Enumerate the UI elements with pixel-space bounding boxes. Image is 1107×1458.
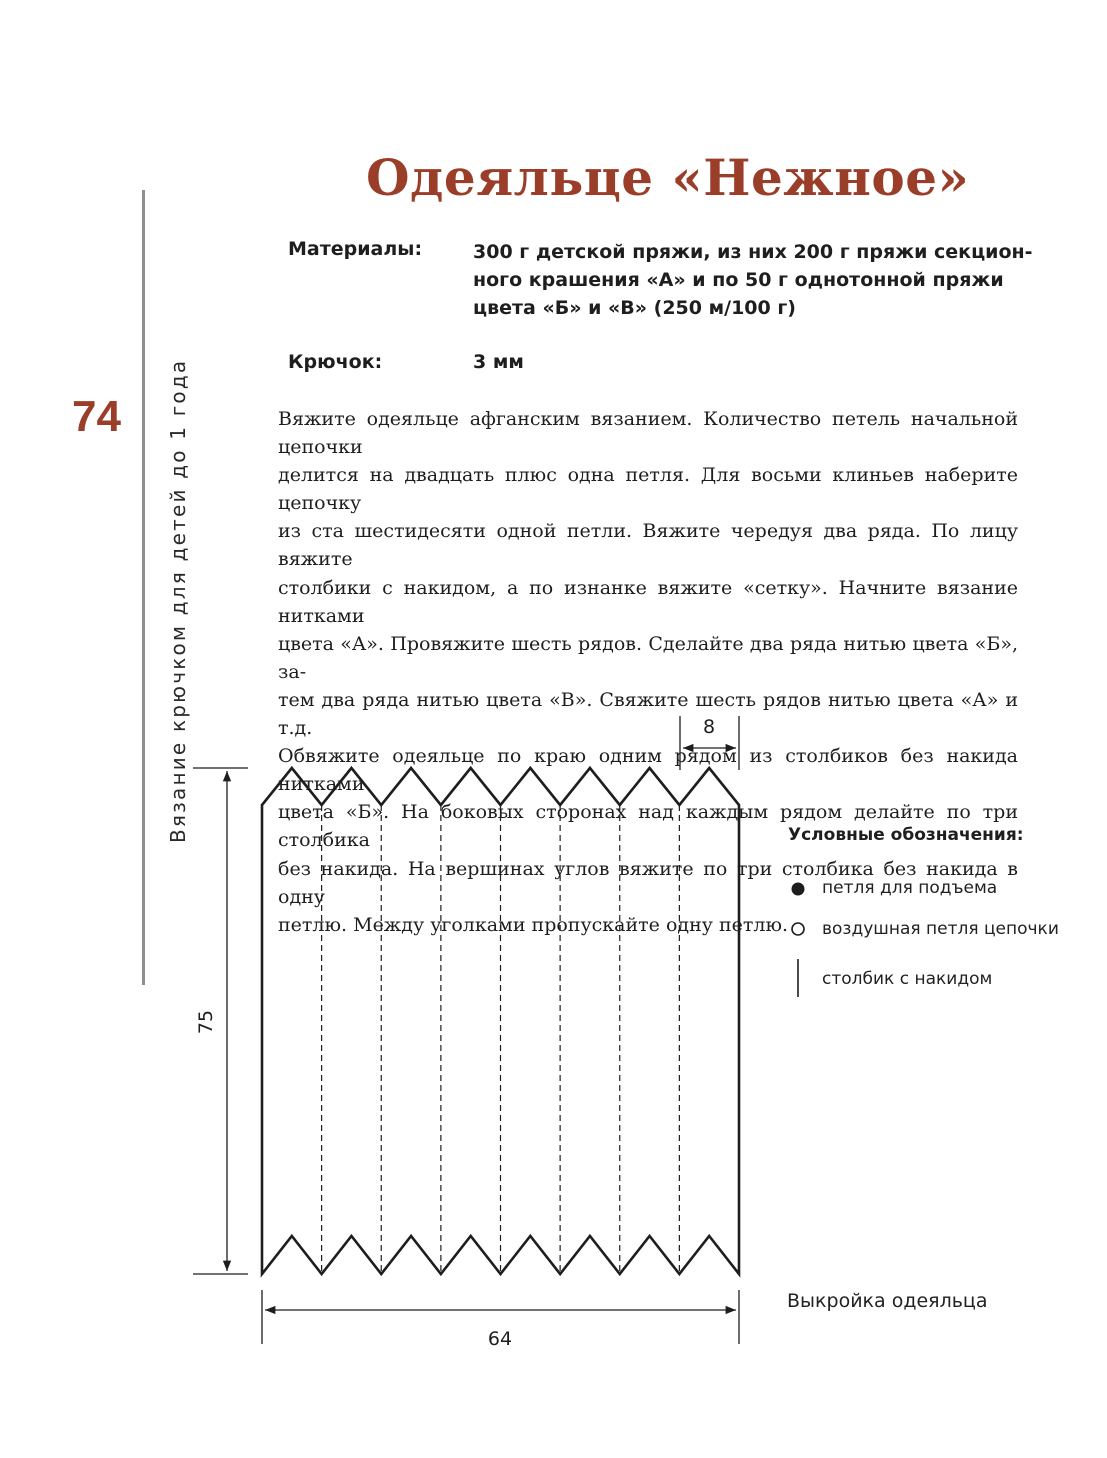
- body-line: Вяжите одеяльце афганским вязанием. Количество петель начальной цепочки: [278, 408, 1018, 459]
- materials-line: цвета «Б» и «В» (250 м/100 г): [473, 297, 796, 319]
- body-line: петлю. Между уголками пропускайте одну петлю.: [278, 913, 789, 936]
- body-line: столбики с накидом, а по изнанке вяжите «сетку». Начните вязание нитками: [278, 576, 1018, 627]
- wedge-dimension-label: 8: [702, 716, 716, 738]
- hook-label: Крючок:: [288, 351, 383, 373]
- article-title: Одеяльце «Нежное»: [366, 148, 970, 207]
- hook-value: 3 мм: [473, 351, 524, 373]
- legend-title: Условные обозначения:: [788, 825, 1024, 845]
- legend-label-lifting-stitch: петля для подъема: [822, 878, 998, 898]
- width-dimension-label: 64: [487, 1328, 513, 1350]
- body-line: Обвяжите одеяльце по краю одним рядом из столбиков без накида нитками: [278, 745, 1018, 796]
- body-line: из ста шестидесяти одной петли. Вяжите чередуя два ряда. По лицу вяжите: [278, 520, 1018, 571]
- materials-label: Материалы:: [288, 238, 423, 260]
- body-line: цвета «А». Провяжите шесть рядов. Сделайте два ряда нитью цвета «Б», за-: [278, 632, 1018, 683]
- wedge-lines: [322, 805, 680, 1274]
- body-line: тем два ряда нитью цвета «В». Свяжите шесть рядов нитью цвета «А» и т.д.: [278, 688, 1018, 740]
- running-title: Вязание крючком для детей до 1 года: [166, 358, 190, 843]
- legend-label-double-crochet: столбик с накидом: [822, 969, 993, 989]
- legend-label-chain-stitch: воздушная петля цепочки: [822, 919, 1059, 939]
- body-line: без накида. На вершинах углов вяжите по три столбика без накида в одну: [278, 857, 1018, 908]
- body-line: цвета «Б». На боковых сторонах над каждым рядом делайте по три столбика: [278, 801, 1018, 852]
- body-line: делится на двадцать плюс одна петля. Для восьми клиньев наберите цепочку: [278, 464, 1018, 515]
- height-dimension-label: 75: [195, 1009, 217, 1035]
- page-number: 74: [72, 392, 121, 441]
- materials-line: 300 г детской пряжи, из них 200 г пряжи секцион-: [473, 241, 1033, 263]
- open-circle-icon: [792, 923, 804, 935]
- diagram-caption: Выкройка одеяльца: [787, 1290, 988, 1312]
- materials-line: ного крашения «А» и по 50 г однотонной пряжи: [473, 269, 1004, 291]
- filled-dot-icon: [792, 883, 805, 896]
